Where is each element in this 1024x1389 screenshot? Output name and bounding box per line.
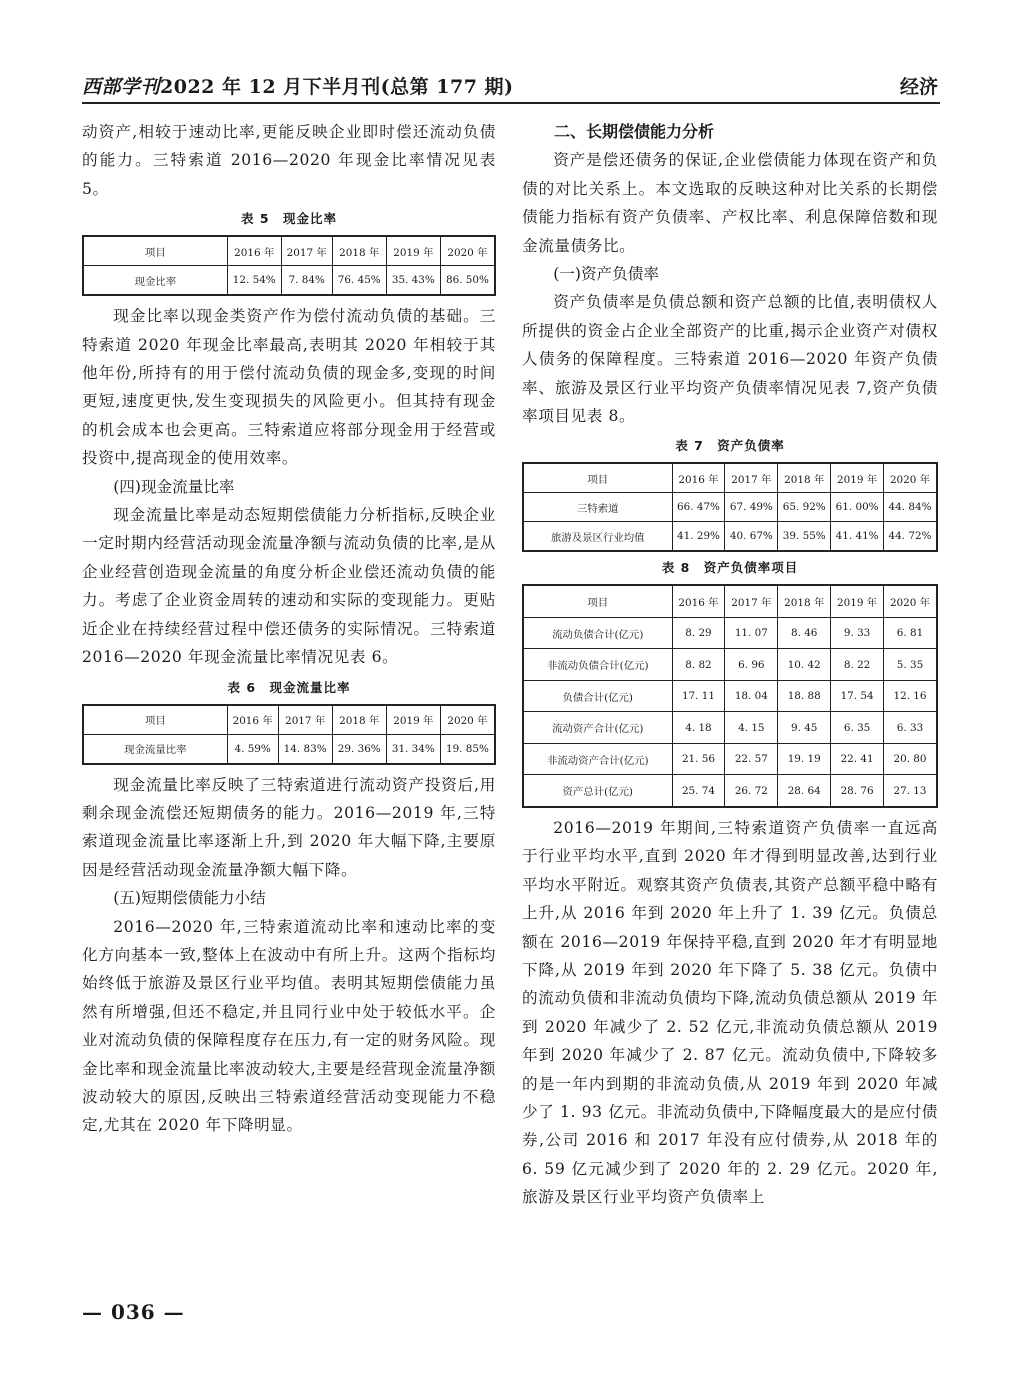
header-cell: 2018 年 (332, 705, 386, 735)
table-cell: 22. 57 (725, 743, 778, 775)
table-cell: 14. 83% (278, 734, 332, 764)
header-cell: 2019 年 (831, 585, 884, 617)
table-7-debt-ratio (522, 462, 938, 552)
table-cell: 39. 55% (778, 522, 831, 552)
table-cell: 8. 82 (672, 649, 725, 681)
table-cell: 8. 29 (672, 617, 725, 649)
table-header-row (83, 705, 495, 735)
header-cell: 2017 年 (725, 463, 778, 493)
header-cell: 2019 年 (386, 236, 440, 266)
issue-info: 2022 年 12 月下半月刊(总第 177 期) (160, 76, 514, 98)
subheading: (四)现金流量比率 (113, 477, 235, 496)
row-label: 流动资产合计(亿元) (523, 712, 672, 744)
table-cell: 25. 74 (672, 775, 725, 807)
table-caption: 表 8 资产负债率项目 (661, 560, 799, 576)
table-cell: 5. 35 (884, 649, 937, 681)
row-label: 现金比率 (83, 266, 227, 296)
table-cell: 29. 36% (332, 734, 386, 764)
row-label: 流动负债合计(亿元) (523, 617, 672, 649)
table-cell: 4. 59% (227, 734, 278, 764)
table-cell: 35. 43% (386, 266, 440, 296)
header-cell: 项目 (523, 585, 672, 617)
header-cell: 2016 年 (672, 585, 725, 617)
row-label: 旅游及景区行业均值 (523, 522, 672, 552)
header-cell: 项目 (523, 463, 672, 493)
table-cell: 44. 84% (884, 493, 937, 522)
table-header-row (523, 585, 937, 617)
header-cell: 2016 年 (227, 236, 281, 266)
table-caption: 表 7 资产负债率 (675, 438, 785, 454)
table-cell: 18. 88 (778, 680, 831, 712)
header-cell: 2018 年 (778, 585, 831, 617)
table-cell: 31. 34% (386, 734, 440, 764)
header-cell: 2018 年 (778, 463, 831, 493)
subheading: (五)短期偿债能力小结 (113, 889, 266, 908)
header-cell: 2019 年 (831, 463, 884, 493)
paragraph: 现金流量比率反映了三特索道进行流动资产投资后,用剩余现金流偿还短期债务的能力。2016—2019 年,三特索道现金流量比率逐渐上升,到 2020 年大幅下降,主要原因是经营活动现金流量净额大幅下降。 (82, 775, 496, 879)
table-row (523, 712, 937, 744)
table-cell: 65. 92% (778, 493, 831, 522)
table-cell: 6. 81 (884, 617, 937, 649)
page-header (82, 68, 940, 104)
paragraph: 资产负债率是负债总额和资产总额的比值,表明债权人所提供的资金占企业全部资产的比重,揭示企业资产对债权人债务的保障程度。三特索道 2016—2020 年资产负债率、旅游及景区行业平均资产负债率情况见表 7,资产负债率项目见表 8。 (522, 293, 938, 426)
table-cell: 22. 41 (831, 743, 884, 775)
table-cell: 40. 67% (725, 522, 778, 552)
masthead (82, 72, 514, 99)
table-cell: 7. 84% (281, 266, 332, 296)
table-cell: 20. 80 (884, 743, 937, 775)
table-6-cash-flow-ratio (82, 704, 496, 765)
table-row (83, 266, 495, 296)
table-cell: 41. 41% (831, 522, 884, 552)
table-cell: 66. 47% (672, 493, 725, 522)
row-label: 资产总计(亿元) (523, 775, 672, 807)
header-cell: 2017 年 (725, 585, 778, 617)
table-cell: 12. 16 (884, 680, 937, 712)
paragraph: 资产是偿还债务的保证,企业偿债能力体现在资产和负债的对比关系上。本文选取的反映这种对比关系的长期偿债能力指标有资产负债率、产权比率、利息保障倍数和现金流量债务比。 (522, 151, 938, 255)
paragraph: 2016—2019 年期间,三特索道资产负债率一直远高于行业平均水平,直到 2020 年才得到明显改善,达到行业平均水平附近。观察其资产负债表,其资产总额平稳中略有上升,从 2016 年到 2020 年上升了 1. 39 亿元。负债总额在 2016—2019 年保持平稳,直到 2020 年才有明显地下降,从 2019 年到 2020 年下降了 5. 38 亿元。负债中的流动负债和非流动负债均下降,流动负债总额从 2019 年到 2020 年减少了 2. 52 亿元,非流动负债总额从 2019 年到 2020 年减少了 2. 87 亿元。流动负债中,下降较多的是一年内到期的非流动负债,从 2019 年到 2020 年减少了 1. 93 亿元。非流动负债中,下降幅度最大的是应付债券,公司 2016 和 2017 年没有应付债券,从 2018 年的 6. 59 亿元减少到了 2020 年的 2. 29 亿元。2020 年,旅游及景区行业平均资产负债率上 (522, 818, 938, 1207)
row-label: 非流动负债合计(亿元) (523, 649, 672, 681)
table-8-debt-ratio-items (522, 584, 938, 808)
table-cell: 4. 18 (672, 712, 725, 744)
table-cell: 21. 56 (672, 743, 725, 775)
table-cell: 6. 35 (831, 712, 884, 744)
table-row (523, 493, 937, 522)
table-5-cash-ratio (82, 235, 496, 296)
table-cell: 4. 15 (725, 712, 778, 744)
table-row (523, 775, 937, 807)
table-cell: 19. 85% (440, 734, 495, 764)
header-cell: 2016 年 (672, 463, 725, 493)
table-cell: 8. 22 (831, 649, 884, 681)
table-cell: 41. 29% (672, 522, 725, 552)
header-cell: 2017 年 (281, 236, 332, 266)
row-label: 负债合计(亿元) (523, 680, 672, 712)
header-cell: 2019 年 (386, 705, 440, 735)
table-cell: 17. 54 (831, 680, 884, 712)
header-cell: 2018 年 (332, 236, 386, 266)
paragraph: 现金流量比率是动态短期偿债能力分析指标,反映企业一定时期内经营活动现金流量净额与流动负债的比率,是从企业经营创造现金流量的角度分析企业偿还流动负债的能力。考虑了企业资金周转的速动和实际的变现能力。更贴近企业在持续经营过程中偿还债务的实际情况。三特索道 2016—2020 年现金流量比率情况见表 6。 (82, 506, 496, 667)
row-label: 现金流量比率 (83, 734, 227, 764)
section-label: 经济 (899, 76, 938, 98)
table-cell: 27. 13 (884, 775, 937, 807)
journal-logo: 西部学刊 (82, 76, 161, 98)
row-label: 三特索道 (523, 493, 672, 522)
table-cell: 6. 33 (884, 712, 937, 744)
table-cell: 86. 50% (440, 266, 495, 296)
table-cell: 28. 64 (778, 775, 831, 807)
table-cell: 67. 49% (725, 493, 778, 522)
header-cell: 项目 (83, 705, 227, 735)
table-cell: 8. 46 (778, 617, 831, 649)
table-header-row (83, 236, 495, 266)
table-row (523, 617, 937, 649)
table-cell: 44. 72% (884, 522, 937, 552)
subheading: (一)资产负债率 (553, 265, 659, 284)
table-cell: 9. 33 (831, 617, 884, 649)
table-cell: 9. 45 (778, 712, 831, 744)
row-label: 非流动资产合计(亿元) (523, 743, 672, 775)
right-column (522, 118, 938, 1212)
left-column (82, 118, 496, 1140)
header-cell: 2020 年 (884, 585, 937, 617)
table-header-row (523, 463, 937, 493)
header-cell: 2020 年 (440, 236, 495, 266)
header-cell: 项目 (83, 236, 227, 266)
table-row (523, 680, 937, 712)
table-cell: 28. 76 (831, 775, 884, 807)
section-heading: 二、长期偿债能力分析 (554, 122, 715, 141)
table-row (523, 522, 937, 552)
table-cell: 12. 54% (227, 266, 281, 296)
table-cell: 26. 72 (725, 775, 778, 807)
table-row (523, 649, 937, 681)
table-cell: 61. 00% (831, 493, 884, 522)
page-number: — 036 — (82, 1300, 185, 1324)
paragraph: 现金比率以现金类资产作为偿付流动负债的基础。三特索道 2020 年现金比率最高,表明其 2020 年相较于其他年份,所持有的用于偿付流动负债的现金多,变现的时间更短,速度更快,发生变现损失的风险更小。但其持有现金的机会成本也会更高。三特索道应将部分现金用于经营或投资中,提高现金的使用效率。 (82, 307, 496, 468)
table-cell: 19. 19 (778, 743, 831, 775)
table-cell: 6. 96 (725, 649, 778, 681)
table-cell: 11. 07 (725, 617, 778, 649)
header-cell: 2016 年 (227, 705, 278, 735)
header-cell: 2020 年 (440, 705, 495, 735)
table-row (523, 743, 937, 775)
table-cell: 18. 04 (725, 680, 778, 712)
header-cell: 2020 年 (884, 463, 937, 493)
table-caption: 表 5 现金比率 (240, 211, 338, 227)
table-caption: 表 6 现金流量比率 (227, 679, 351, 695)
table-cell: 10. 42 (778, 649, 831, 681)
table-cell: 76. 45% (332, 266, 386, 296)
table-cell: 17. 11 (672, 680, 725, 712)
table-row (83, 734, 495, 764)
paragraph: 动资产,相较于速动比率,更能反映企业即时偿还流动负债的能力。三特索道 2016—2020 年现金比率情况见表 5。 (82, 123, 496, 198)
paragraph: 2016—2020 年,三特索道流动比率和速动比率的变化方向基本一致,整体上在波动中有所上升。这两个指标均始终低于旅游及景区行业平均值。表明其短期偿债能力虽然有所增强,但还不稳定,并且同行业中处于较低水平。企业对流动负债的保障程度存在压力,有一定的财务风险。现金比率和现金流量比率波动较大,主要是经营现金流量净额波动较大的原因,反映出三特索道经营活动变现能力不稳定,尤其在 2020 年下降明显。 (82, 917, 496, 1135)
header-cell: 2017 年 (278, 705, 332, 735)
